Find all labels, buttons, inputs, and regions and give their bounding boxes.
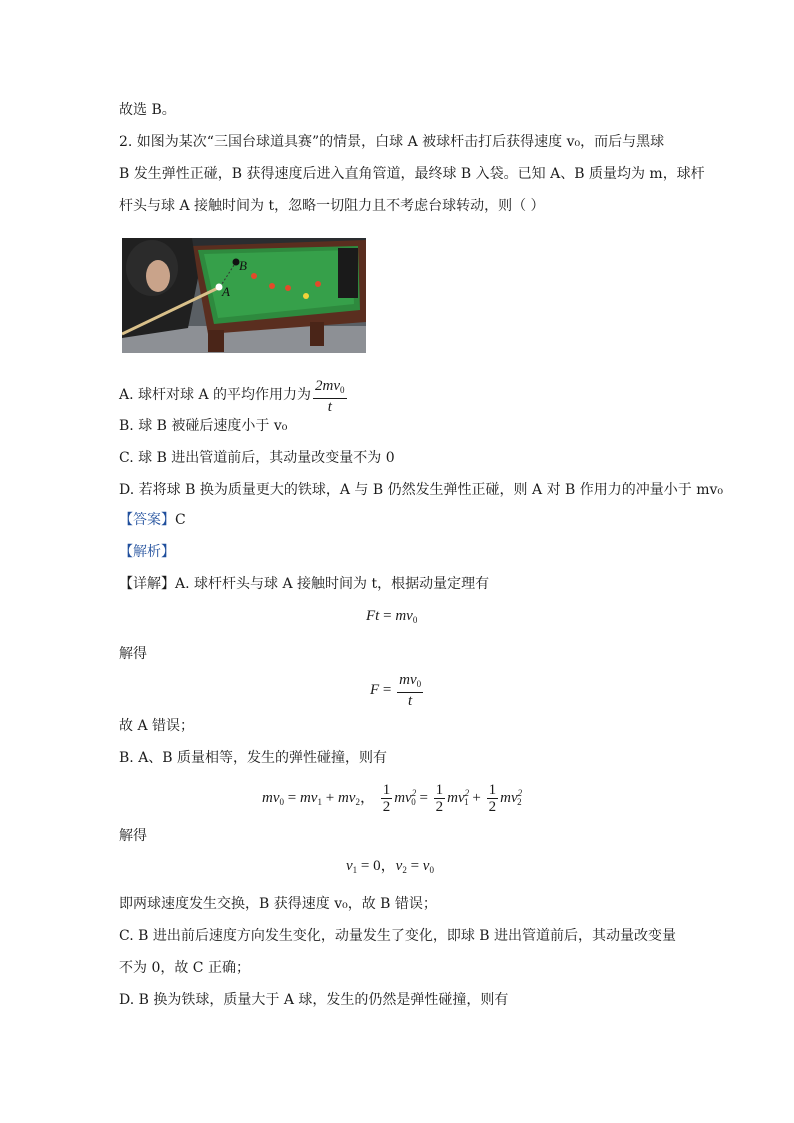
label-a: A [222, 284, 230, 299]
detail-b-conclusion: 即两球速度发生交换，B 获得速度 v₀，故 B 错误； [119, 896, 437, 912]
question-line-1: 2. 如图为某次“三国台球道具赛”的情景，白球 A 被球杆击打后获得速度 v₀，而后与黑球 [119, 134, 665, 150]
equation-elastic-collision: $mv_0 = mv_1 + mv_2$， $\frac{1}{2}$ $mv^2_0$ = $\frac{1}{2}$ $mv^2_1$ + $\frac{1}{2}$ $mv^2_2$ [262, 782, 523, 815]
intro-line: 故选 B。 [119, 102, 176, 118]
question-line-2: B 发生弹性正碰，B 获得速度后进入直角管道，最终球 B 入袋。已知 A、B 质量均为 m，球杆 [119, 166, 705, 182]
detail-d: D. B 换为铁球，质量大于 A 球，发生的仍然是弹性碰撞，则有 [119, 992, 509, 1008]
detail-c-line-1: C. B 进出前后速度方向发生变化，动量发生了变化，即球 B 进出管道前后，其动量改变量 [119, 928, 677, 944]
answer [119, 510, 186, 530]
detail-c-line-2: 不为 0，故 C 正确； [119, 960, 250, 976]
answer-value: C [175, 512, 186, 528]
option-d: D. 若将球 B 换为质量更大的铁球，A 与 B 仍然发生弹性正碰，则 A 对 B 作用力的冲量小于 mv₀ [119, 482, 724, 498]
solve-line-1: 解得 [119, 646, 147, 662]
question-line-3: 杆头与球 A 接触时间为 t，忽略一切阻力且不考虑台球转动，则（ ） [119, 198, 545, 214]
detail-a-conclusion: 故 A 错误； [119, 718, 195, 734]
option-c: C. 球 B 进出管道前后，其动量改变量不为 0 [119, 450, 395, 466]
billiards-photo [122, 238, 366, 353]
answer-label: 【答案】 [119, 512, 175, 528]
analysis-label: 【解析】 [119, 544, 175, 560]
detail-b: B. A、B 质量相等，发生的弹性碰撞，则有 [119, 750, 388, 766]
equation-velocities: $v_1 = 0$，$v_2 = v_0$ [346, 858, 434, 875]
equation-momentum-theorem: $Ft = mv_0$ [366, 608, 418, 625]
label-b: B [239, 258, 247, 273]
solve-line-2: 解得 [119, 828, 147, 844]
option-b: B. 球 B 被碰后速度小于 v₀ [119, 418, 288, 434]
option-a: A. 球杆对球 A 的平均作用力为 $\frac{2mv_0}{t}$ [119, 378, 345, 415]
billiards-illustration [122, 238, 366, 353]
detail-a: 【详解】A. 球杆杆头与球 A 接触时间为 t，根据动量定理有 [119, 576, 490, 592]
equation-force: F = $\frac{mv_0}{t}$ [370, 672, 422, 709]
